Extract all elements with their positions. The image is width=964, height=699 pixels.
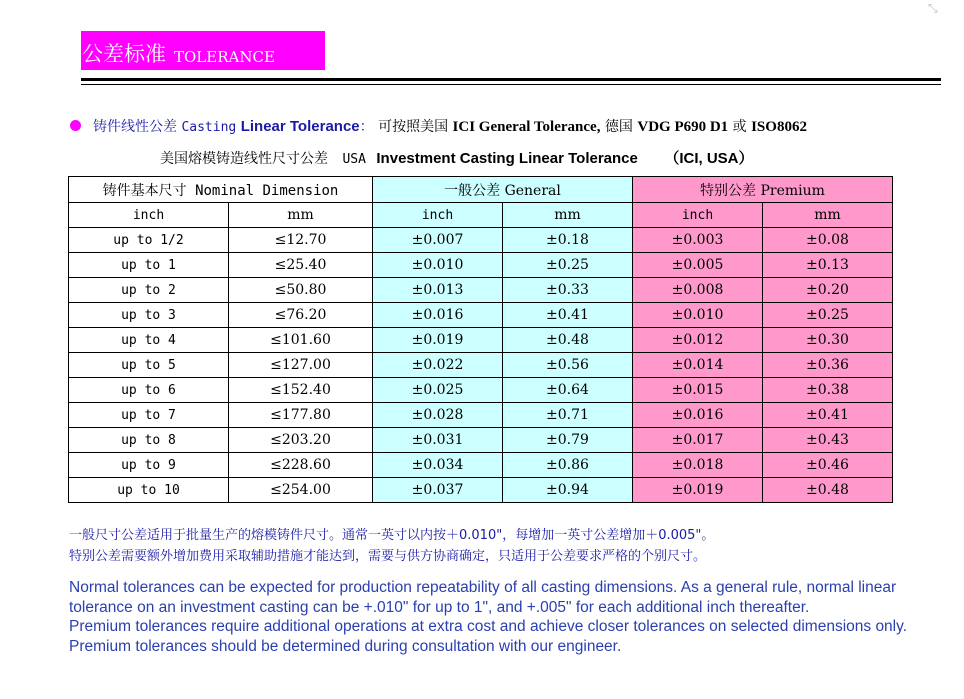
cell-nominal-mm: ≤127.00 [229,353,373,378]
cell-premium-inch: ±0.010 [633,303,763,328]
cell-general-mm: ±0.25 [503,253,633,278]
cell-premium-inch: ±0.005 [633,253,763,278]
table-row [69,328,893,353]
cell-general-mm: ±0.64 [503,378,633,403]
section-heading [70,116,807,136]
cell-general-inch: ±0.031 [373,428,503,453]
cell-general-inch: ±0.007 [373,228,503,253]
cell-general-mm: ±0.18 [503,228,633,253]
cell-premium-mm: ±0.20 [763,278,893,303]
cell-nominal-inch: up to 9 [69,453,229,478]
heading-ref-text-1: 可按照美国 [378,119,449,135]
notes-chinese [69,525,714,567]
cell-premium-mm: ±0.38 [763,378,893,403]
cell-premium-inch: ±0.003 [633,228,763,253]
cell-nominal-mm: ≤76.20 [229,303,373,328]
table-row [69,228,893,253]
unit-premium-mm: mm [763,203,893,228]
cell-nominal-mm: ≤254.00 [229,478,373,503]
heading-or: 或 [732,119,747,135]
cell-nominal-inch: up to 6 [69,378,229,403]
unit-premium-inch: inch [633,203,763,228]
table-row [69,303,893,328]
cell-nominal-mm: ≤203.20 [229,428,373,453]
cell-premium-inch: ±0.008 [633,278,763,303]
title-en: TOLERANCE [174,48,275,66]
cell-premium-mm: ±0.48 [763,478,893,503]
cell-premium-mm: ±0.43 [763,428,893,453]
cell-nominal-mm: ≤228.60 [229,453,373,478]
table-row [69,253,893,278]
cell-premium-inch: ±0.018 [633,453,763,478]
cell-nominal-inch: up to 7 [69,403,229,428]
cell-general-inch: ±0.022 [373,353,503,378]
title-divider-thin [81,84,941,85]
header-premium-tolerance: 特别公差 Premium [633,177,893,203]
unit-general-inch: inch [373,203,503,228]
cell-nominal-mm: ≤101.60 [229,328,373,353]
cell-nominal-inch: up to 4 [69,328,229,353]
cell-general-inch: ±0.025 [373,378,503,403]
table-row [69,353,893,378]
cell-premium-mm: ±0.13 [763,253,893,278]
cell-general-mm: ±0.33 [503,278,633,303]
cell-general-inch: ±0.037 [373,478,503,503]
page-title [81,31,325,70]
heading-casting-word: Casting [181,120,237,135]
note-en-general: Normal tolerances can be expected for production repeatability of all casting dimensions. As a general rule, normal linear tolerance on an investment casting can be +.010" for up to 1", and +.005" for each additional inch thereafter. [69,579,897,616]
caption-paren: （ICI, USA） [664,150,754,167]
cell-general-mm: ±0.41 [503,303,633,328]
heading-vdg-standard: VDG P690 D1 [637,119,729,135]
tolerance-table [68,176,893,503]
heading-zh-label: 铸件线性公差 [93,119,177,135]
caption-zh: 美国熔模铸造线性尺寸公差 [160,151,328,167]
cell-general-mm: ±0.56 [503,353,633,378]
table-header-group-row [69,177,893,203]
cell-premium-inch: ±0.016 [633,403,763,428]
note-zh-premium: 特别公差需要额外增加费用采取辅助措施才能达到，需要与供方协商确定，只适用于公差要求严格的个别尺寸。 [69,549,707,564]
cell-premium-mm: ±0.46 [763,453,893,478]
expand-icon[interactable]: ⤡ [928,1,938,15]
cell-general-inch: ±0.013 [373,278,503,303]
cell-nominal-inch: up to 10 [69,478,229,503]
header-nominal-dimension: 铸件基本尺寸 Nominal Dimension [69,177,373,203]
table-caption [160,147,754,168]
cell-premium-mm: ±0.36 [763,353,893,378]
heading-colon: ： [359,119,374,135]
title-zh: 公差标准 [82,42,166,66]
notes-english [69,578,929,656]
cell-general-inch: ±0.034 [373,453,503,478]
cell-general-mm: ±0.86 [503,453,633,478]
note-zh-general: 一般尺寸公差适用于批量生产的熔模铸件尺寸。通常一英寸以内按＋0.010"，每增加一英寸公差增加＋0.005"。 [69,528,715,543]
unit-nominal-inch: inch [69,203,229,228]
unit-nominal-mm: mm [229,203,373,228]
table-row [69,403,893,428]
heading-iso-standard: ISO8062 [751,119,807,135]
cell-nominal-mm: ≤152.40 [229,378,373,403]
title-divider-thick [81,78,941,81]
table-row [69,378,893,403]
cell-nominal-inch: up to 3 [69,303,229,328]
cell-general-inch: ±0.010 [373,253,503,278]
cell-premium-inch: ±0.012 [633,328,763,353]
cell-general-mm: ±0.48 [503,328,633,353]
table-row [69,478,893,503]
heading-ici-standard: ICI General Tolerance, [452,119,601,135]
cell-premium-mm: ±0.30 [763,328,893,353]
caption-en: Investment Casting Linear Tolerance [376,150,638,167]
cell-nominal-inch: up to 2 [69,278,229,303]
table-row [69,278,893,303]
heading-ref-text-2: 德国 [604,119,633,135]
cell-nominal-inch: up to 1 [69,253,229,278]
bullet-icon [70,120,81,131]
cell-general-inch: ±0.016 [373,303,503,328]
cell-premium-inch: ±0.019 [633,478,763,503]
heading-linear-tolerance: Linear Tolerance [240,118,360,135]
cell-premium-inch: ±0.014 [633,353,763,378]
cell-nominal-mm: ≤50.80 [229,278,373,303]
header-general-tolerance: 一般公差 General [373,177,633,203]
cell-nominal-inch: up to 1/2 [69,228,229,253]
cell-general-mm: ±0.71 [503,403,633,428]
cell-premium-mm: ±0.25 [763,303,893,328]
table-row [69,453,893,478]
cell-premium-inch: ±0.015 [633,378,763,403]
cell-premium-mm: ±0.08 [763,228,893,253]
cell-general-inch: ±0.028 [373,403,503,428]
table-unit-row [69,203,893,228]
caption-usa: USA [342,152,366,167]
cell-nominal-mm: ≤12.70 [229,228,373,253]
note-en-premium: Premium tolerances require additional operations at extra cost and achieve closer tolerances on selected dimensions only. Premium tolerances should be determined during consultation with our engineer. [69,618,908,655]
unit-general-mm: mm [503,203,633,228]
cell-general-mm: ±0.94 [503,478,633,503]
cell-nominal-inch: up to 8 [69,428,229,453]
cell-premium-mm: ±0.41 [763,403,893,428]
cell-nominal-inch: up to 5 [69,353,229,378]
table-row [69,428,893,453]
cell-nominal-mm: ≤177.80 [229,403,373,428]
cell-general-inch: ±0.019 [373,328,503,353]
cell-general-mm: ±0.79 [503,428,633,453]
cell-premium-inch: ±0.017 [633,428,763,453]
cell-nominal-mm: ≤25.40 [229,253,373,278]
